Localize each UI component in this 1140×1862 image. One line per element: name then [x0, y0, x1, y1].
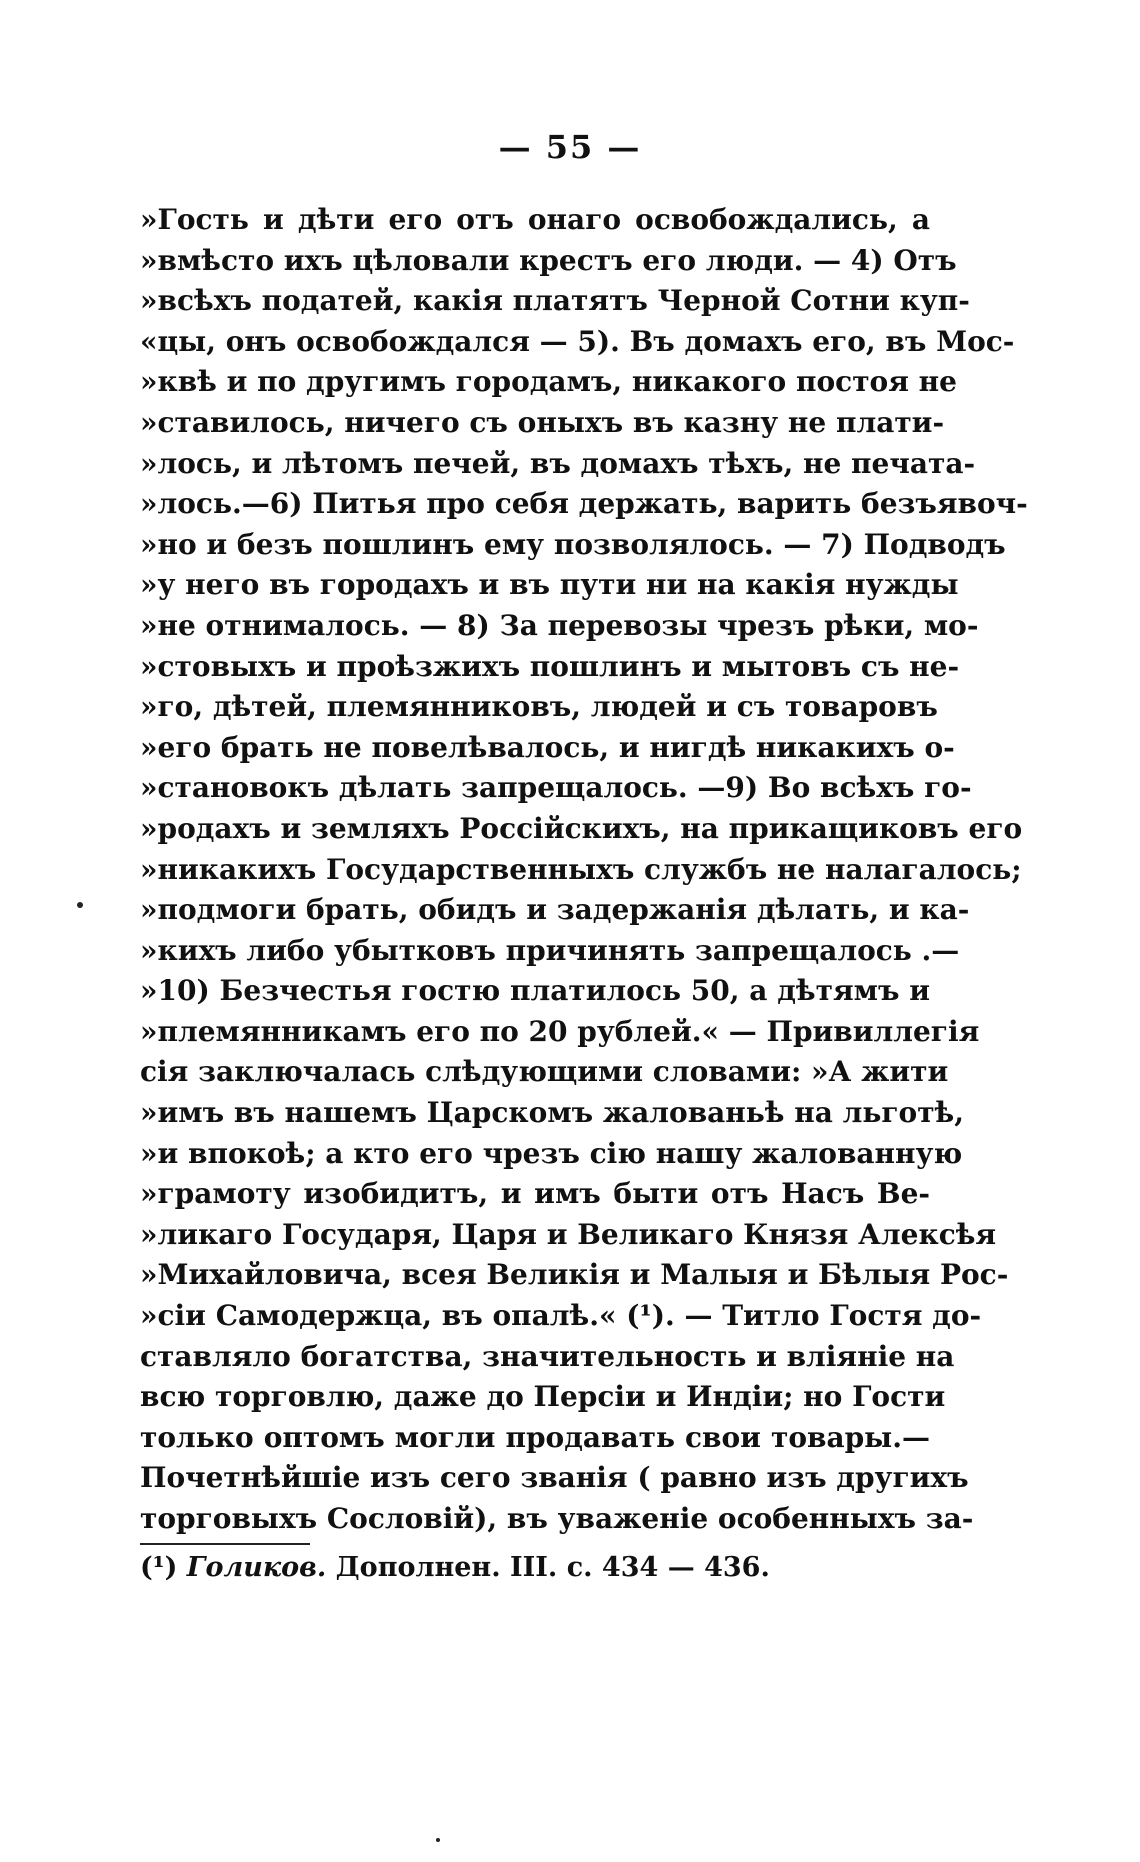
- text-line: »Гость и дѣти его отъ онаго освобождались, а: [140, 203, 930, 236]
- text-line: »подмоги брать, обидъ и задержанія дѣлать, и ка-: [140, 893, 970, 927]
- text-line: »Михайловича, всея Великія и Малыя и Бѣлыя Рос-: [140, 1258, 1009, 1292]
- footnote: [140, 1548, 930, 1588]
- text-line: »племянникамъ его по 20 рублей.« — Привиллегія: [140, 1014, 980, 1048]
- text-line: »ликаго Государя, Царя и Великаго Князя Алексѣя: [140, 1217, 997, 1251]
- text-line: »его брать не повелѣвалось, и нигдѣ никакихъ о-: [140, 730, 955, 764]
- text-line: »всѣхъ податей, какія платятъ Черной Сотни куп-: [140, 284, 970, 318]
- margin-speck: [436, 1838, 440, 1842]
- text-line: »лось, и лѣтомъ печей, въ домахъ тѣхъ, не печата-: [140, 446, 976, 480]
- text-line: »не отнималось. — 8) За перевозы чрезъ рѣки, мо-: [140, 608, 979, 642]
- text-line: »кихъ либо убытковъ причинять запрещалось .—: [140, 933, 960, 967]
- text-line: »становокъ дѣлать запрещалось. —9) Во всѣхъ го-: [140, 771, 972, 805]
- margin-speck: [77, 902, 83, 908]
- text-line: »грамоту изобидитъ, и имъ быти отъ Насъ Ве-: [140, 1177, 930, 1211]
- text-line: Почетнѣйшіе изъ сего званія ( равно изъ другихъ: [140, 1461, 969, 1495]
- text-line: »имъ въ нашемъ Царскомъ жалованьѣ на льготѣ,: [140, 1096, 964, 1130]
- page-number: — 55 —: [498, 128, 642, 166]
- text-line: »вмѣсто ихъ цѣловали крестъ его люди. — 4) Отъ: [140, 243, 957, 277]
- text-line: »стовыхъ и проѣзжихъ пошлинъ и мытовъ съ не-: [140, 649, 960, 683]
- text-line: »го, дѣтей, племянниковъ, людей и съ товаровъ: [140, 690, 938, 724]
- text-line: »родахъ и земляхъ Россійскихъ, на прикащиковъ его: [140, 811, 1023, 845]
- text-line: »никакихъ Государственныхъ службъ не налагалось;: [140, 852, 1022, 886]
- text-line: ставляло богатства, значительность и вліяніе на: [140, 1339, 955, 1373]
- text-line: »лось.—6) Питья про себя держать, варить безъявоч-: [140, 487, 1028, 521]
- text-line: »у него въ городахъ и въ пути ни на какія нужды: [140, 568, 959, 602]
- text-line: сія заключалась слѣдующими словами: »А жити: [140, 1055, 949, 1089]
- text-line: »квѣ и по другимъ городамъ, никакого постоя не: [140, 365, 957, 399]
- text-line: всю торговлю, даже до Персіи и Индіи; но Гости: [140, 1380, 946, 1414]
- text-line: »сіи Самодержца, въ опалѣ.« (¹). — Титло Гостя до-: [140, 1299, 982, 1333]
- text-line: »ставилось, ничего съ оныхъ въ казну не плати-: [140, 405, 945, 439]
- text-line: только оптомъ могли продавать свои товары.—: [140, 1420, 930, 1454]
- text-line: »и впокоѣ; а кто его чрезъ сію нашу жалованную: [140, 1136, 963, 1170]
- text-line: »но и безъ пошлинъ ему позволялось. — 7) Подводъ: [140, 527, 1006, 561]
- footnote-marker: (¹): [140, 1552, 178, 1583]
- footnote-text: Дополнен. III. с. 434 — 436.: [335, 1552, 770, 1583]
- footnote-divider: [140, 1543, 310, 1545]
- body-text: [140, 200, 1028, 1540]
- text-line: торговыхъ Сословій), въ уваженіе особенныхъ за-: [140, 1502, 974, 1535]
- text-line: »10) Безчестья гостю платилось 50, а дѣтямъ и: [140, 974, 930, 1008]
- text-line: «цы, онъ освобождался — 5). Въ домахъ его, въ Мос-: [140, 324, 1015, 358]
- footnote-author: Голиков.: [186, 1552, 327, 1583]
